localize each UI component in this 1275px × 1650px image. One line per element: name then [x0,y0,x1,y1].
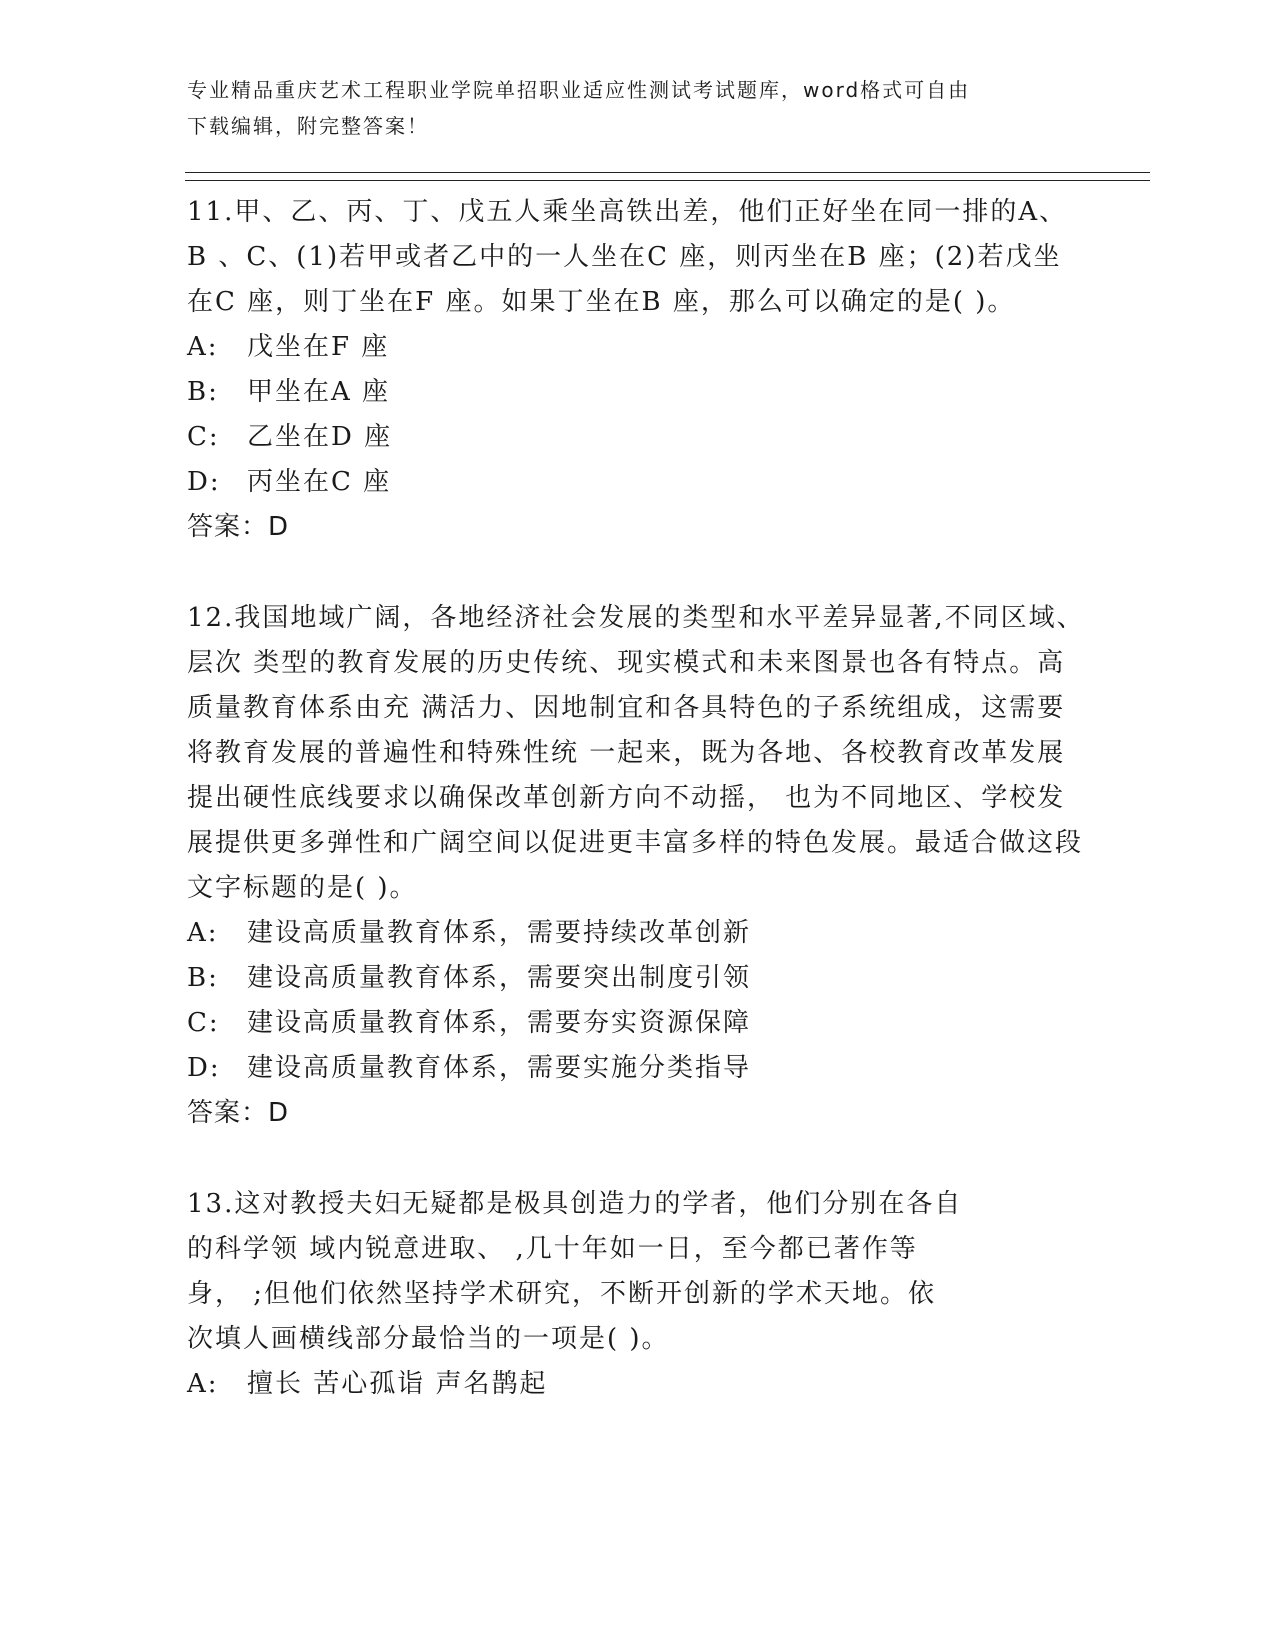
option-text: 建设高质量教育体系，需要突出制度引领 [247,963,752,993]
header-divider-top [185,172,1150,173]
question-text [187,1182,1087,1362]
option-key: A: [187,332,219,362]
option-b [187,370,1087,415]
option-text: 建设高质量教育体系，需要持续改革创新 [247,918,752,948]
option-text: 丙坐在C 座 [247,467,392,497]
option-a [187,911,1087,956]
option-a [187,325,1087,370]
header-line-1: 专业精品重庆艺术工程职业学院单招职业适应性测试考试题库，word格式可自由 [187,78,971,102]
question-text: 12.我国地域广阔，各地经济社会发展的类型和水平差异显著,不同区域、层次 类型的教育发展的历史传统、现实模式和未来图景也各有特点。高质量教育体系由充 满活力、因地制宜和各具特色的子系统组成，这需要将教育发展的普遍性和特殊性统 一起来，既为各地、各校教育改革发展提出硬性底线要求以确保改革创新方向不动摇， 也为不同地区、学校发展提供更多弹性和广阔空间以促进更丰富多样的特色发展。最适合做这段文字标题的是( )。 [187,603,1085,903]
question-list [187,190,1087,1453]
option-key: D: [187,1053,221,1083]
header-divider-bottom [185,180,1150,181]
option-text: 乙坐在D 座 [247,422,393,452]
option-key: C: [187,1008,220,1038]
question-text-line: 次填人画横线部分最恰当的一项是( )。 [187,1324,670,1354]
header-line-2: 下载编辑，附完整答案！ [187,114,429,138]
option-d [187,1046,1087,1091]
answer-line: 答案：D [187,512,290,542]
option-c [187,415,1087,460]
option-key: D: [187,467,221,497]
option-key: A: [187,918,219,948]
option-text: 建设高质量教育体系，需要实施分类指导 [247,1053,752,1083]
answer-line: 答案：D [187,1098,290,1128]
option-key: C: [187,422,220,452]
option-key: B: [187,963,219,993]
option-a [187,1362,1087,1407]
question-13 [187,1182,1087,1407]
document-header [187,72,1087,144]
question-12 [187,596,1087,1136]
option-text: 甲坐在A 座 [247,377,391,407]
option-key: A: [187,1369,219,1399]
option-b [187,956,1087,1001]
option-list [187,325,1087,505]
option-text: 戊坐在F 座 [247,332,390,362]
option-text: 擅长 苦心孤诣 声名鹊起 [247,1369,548,1399]
option-text: 建设高质量教育体系，需要夯实资源保障 [247,1008,752,1038]
question-11 [187,190,1087,550]
option-d [187,460,1087,505]
question-text-line: 的科学领 域内锐意进取、 ,几十年如一日，至今都已著作等 [187,1234,918,1264]
option-list [187,911,1087,1091]
option-c [187,1001,1087,1046]
question-text-line: 身， ;但他们依然坚持学术研究，不断开创新的学术天地。依 [187,1279,937,1309]
question-text: 11.甲、乙、丙、丁、戊五人乘坐高铁出差，他们正好坐在同一排的A、B 、C、(1)若甲或者乙中的一人坐在C 座，则丙坐在B 座；(2)若戊坐在C 座，则丁坐在F 座。如果丁坐在B 座，那么可以确定的是( )。 [187,197,1068,317]
option-key: B: [187,377,219,407]
option-list [187,1362,1087,1407]
question-text-line: 13.这对教授夫妇无疑都是极具创造力的学者，他们分别在各自 [187,1189,963,1219]
